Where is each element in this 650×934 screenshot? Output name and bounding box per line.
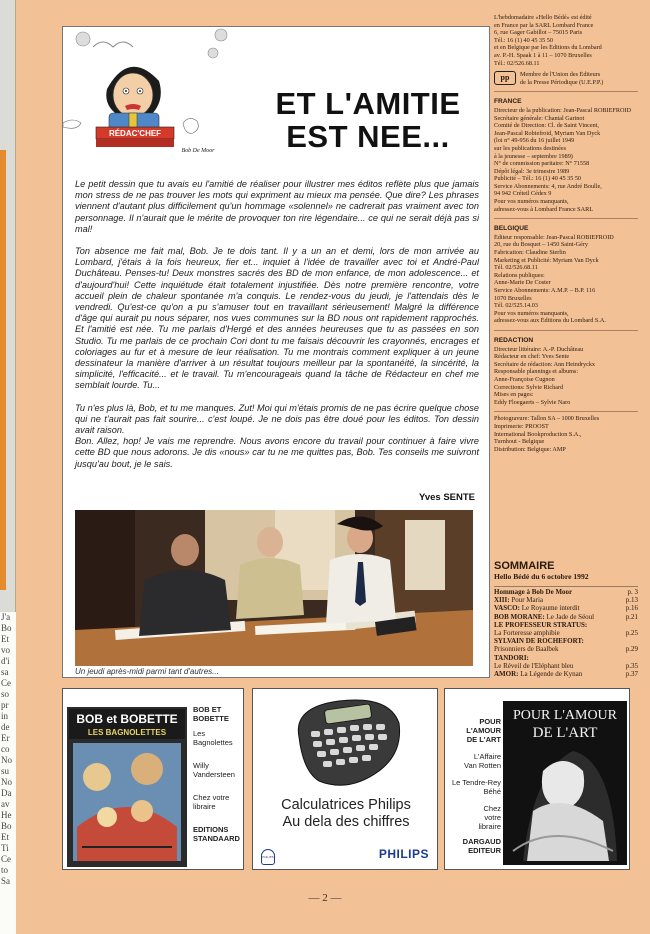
credit-line: adressez-vous aux Éditions du Lombard S.A. bbox=[494, 317, 606, 325]
toc-entry[interactable] bbox=[494, 604, 638, 612]
amour-availability-line: libraire bbox=[478, 822, 501, 831]
editorial-paragraph: Le petit dessin que tu avais eu l'amitié de réaliser pour illustrer mes éditos reflète plus que jamais mon stress de ne pas trouver les mots qui expriment au mieux ma pensée. Que dire? Les phrases viennent d'autant plus difficilement qu'un hommage «solennel» ne cadrerait pas vraiment avec ton personnage. Il n'aurait que le mérite de provoquer ton rire légendaire... ce qui ne serait déjà pas si mal! bbox=[75, 179, 479, 234]
redaction-credits bbox=[494, 346, 638, 407]
credit-line: (loi n° 49-956 du 16 juillet 1949 bbox=[494, 137, 575, 145]
spine-color-strip bbox=[0, 150, 6, 590]
credit-line: sur les publications destinées bbox=[494, 144, 567, 152]
masthead-line: L'hebdomadaire «Hello Bédé» est édité bbox=[494, 14, 592, 21]
bob-album-cover bbox=[67, 707, 187, 867]
masthead-line: Tél.: 02/526.68.11 bbox=[494, 59, 540, 67]
credit-line: Imprimerie: PROOST bbox=[494, 422, 549, 430]
masthead-column bbox=[494, 14, 638, 544]
toc-entry-title: XIII: bbox=[494, 596, 510, 605]
credit-line: 20, rue du Bosquet – 1450 Saint-Géry bbox=[494, 241, 589, 249]
amour-availability-line: Chez bbox=[483, 804, 501, 813]
toc-entry-title: LE PROFESSEUR STRATUS: bbox=[494, 620, 588, 629]
credit-line: Responsable plannings et albums: bbox=[494, 368, 579, 376]
bob-series: BOB ET BOBETTE bbox=[193, 705, 229, 723]
toc-entry-page: p.35 bbox=[625, 661, 638, 670]
credit-line: 94 942 Créteil Cédex 9 bbox=[494, 190, 552, 198]
uepp-line: de la Presse Périodique (U.E.P.P.) bbox=[520, 78, 604, 86]
bob-cover-subtitle: LES BAGNOLETTES bbox=[87, 728, 167, 737]
divider bbox=[494, 411, 638, 412]
divider bbox=[494, 586, 638, 587]
credit-line: Mises en pages: bbox=[494, 391, 534, 399]
editorial-paragraph: Tu n'es plus là, Bob, et tu me manques. Zut! Moi qui m'étais promis de ne pas écrire quelque chose qui ne t'aurait pas fait sourire... c'est loupé. Je ne dois pas être doué pour les éditos. Ton dessin avait raison. bbox=[75, 402, 479, 436]
toc-entry-subtitle: La Légende de Kynan bbox=[520, 670, 583, 679]
toc-entry-subtitle: Prisonniers de Baalbek bbox=[494, 645, 559, 654]
photo-caption: Un jeudi après-midi parmi tant d'autres... bbox=[75, 667, 219, 676]
credit-line: Marketing et Publicité: Myriam Van Dyck bbox=[494, 256, 599, 264]
team-photo bbox=[75, 510, 473, 666]
credit-line: Rédacteur en chef: Yves Sente bbox=[494, 353, 570, 361]
ad-philips-calculators[interactable] bbox=[252, 688, 438, 870]
credit-line: Service Abonnements: A.M.P. – B.P. 116 bbox=[494, 287, 596, 294]
pp-logo: pp bbox=[494, 71, 516, 85]
toc-entry-subtitle: Le Royaume interdit bbox=[521, 604, 580, 613]
toc-entry-title: AMOR: bbox=[494, 670, 519, 679]
editorial-paragraph: Bon. Allez, hop! Je vais me reprendre. Nous avons encore du travail pour continuer à faire vivre cette BD que nous adorons. Je dis «nous» car tu ne me quittes pas, Bob. Tes conseils me suivront jusqu'au bout, je le sais. bbox=[75, 436, 479, 469]
credit-line: International Bookproduction S.A., bbox=[494, 430, 582, 438]
toc-subtitle: Hello Bédé du 6 octobre 1992 bbox=[494, 572, 589, 581]
toc-entry-page: p.16 bbox=[625, 604, 638, 613]
amour-cover-title: DE L'ART bbox=[532, 725, 598, 741]
production-credits bbox=[494, 415, 638, 453]
editorial-headline bbox=[253, 87, 483, 153]
ad-pour-lamour-de-lart[interactable] bbox=[444, 688, 630, 870]
amour-publisher-line: EDITEUR bbox=[468, 846, 501, 855]
credit-line: Distribution: Belgique: AMP bbox=[494, 445, 566, 453]
masthead-line: en France par la SARL Lombard France bbox=[494, 21, 594, 29]
masthead-line: 6, rue Gager Gabillot – 75015 Paris bbox=[494, 29, 583, 37]
headline-line-2: EST NEE... bbox=[286, 119, 450, 154]
toc-entry-page: p. 3 bbox=[627, 588, 638, 596]
amour-availability-line: votre bbox=[484, 813, 501, 822]
previous-page-edge bbox=[0, 0, 16, 934]
credit-line: Éditeur responsable: Jean-Pascal ROBIEFROID bbox=[494, 233, 614, 241]
toc-entry-page: p.13 bbox=[625, 596, 638, 605]
france-credits bbox=[494, 107, 638, 213]
divider bbox=[494, 330, 638, 331]
credit-line: Publicité – Tél.: 16 (1) 40 45 35 50 bbox=[494, 175, 582, 183]
amour-title-line: L'AMOUR bbox=[466, 726, 501, 735]
amour-cover-title: POUR L'AMOUR bbox=[512, 708, 618, 723]
divider bbox=[494, 91, 638, 92]
editorial-block bbox=[62, 26, 490, 678]
toc-entry[interactable] bbox=[494, 613, 638, 621]
credit-line: Relations publiques: bbox=[494, 271, 545, 279]
credit-line: Fabrication: Claudine Sterlin bbox=[494, 249, 566, 257]
credit-line: adressez-vous à Lombard France SARL bbox=[494, 205, 593, 213]
amour-subtitle-line: L'Affaire bbox=[473, 752, 501, 761]
credit-line: Anne-Marie De Coster bbox=[494, 279, 551, 287]
credit-line: à la jeunesse – septembre 1989) bbox=[494, 152, 573, 160]
cartoon-label: RÉDAC'CHEF bbox=[108, 129, 162, 138]
toc-entry[interactable] bbox=[494, 637, 638, 645]
table-of-contents bbox=[494, 560, 638, 678]
amour-author-line: Le Tendre-Rey bbox=[451, 778, 501, 787]
toc-entry-title: BOB MORANE: bbox=[494, 612, 545, 621]
spine-text: J'a Bo Et vo d'i sa Ce so pr in de Er co No su No Da av He Bo Et Ti Ce to Sa bbox=[0, 612, 16, 934]
amour-subtitle-line: Van Rotten bbox=[464, 761, 501, 770]
belgique-credits bbox=[494, 234, 638, 325]
toc-entry[interactable] bbox=[494, 621, 638, 629]
amour-author-line: Béhé bbox=[483, 787, 501, 796]
credit-line: Service Abonnements: 4, rue André Boulle, bbox=[494, 182, 602, 190]
toc-entry-title: Hommage à Bob De Moor bbox=[494, 588, 573, 596]
toc-entry-page: p.21 bbox=[625, 612, 638, 621]
toc-entry[interactable] bbox=[494, 645, 638, 653]
bob-album: Les Bagnolettes bbox=[193, 729, 233, 747]
bob-cover-title: BOB et BOBETTE bbox=[76, 712, 178, 726]
editorial-signature: Yves SENTE bbox=[419, 492, 475, 503]
amour-album-cover bbox=[503, 701, 627, 865]
toc-entry-page: p.29 bbox=[625, 645, 638, 654]
editorial-paragraph: Ton absence me fait mal, Bob. Je te dois tant. Il y a un an et demi, lors de mon arrivée au Lombard, j'étais à la fois heureux, fier et... inquiet à l'idée de travailler avec toi et André-Paul Duchâteau. Penses-tu! Deux monstres sacrés des BD de mon enfance, de mon adolescence... et d'aujourd'hui! Cette inquiétude était totalement injustifiée. Dès notre première rencontre, votre accueil plein de chaleur spontanée m'a conquis. Le rendez-vous du jeudi, je l'attendais dès le vendredi. Qu'est-ce qu'on a pu s'amuser tout en travaillant sérieusement! Malgré la différence d'âge qui aurait pu nous séparer, nos vues communes sur la BD nous ont rapidement rapprochés. Et l'amitié est née. Tu me parlais d'Hergé et des années heureuses que tu as passées en son Studio. Tu me parlais de ce prochain Cori dont tu me faisais découvrir les crayonnés, encrages et coloriages au fur et à mesure de leur réalisation. Tu me montrais comment expliquer à un jeune dessinateur la manière d'arriver à un résultat toujours meilleur par la spontanéité, la sincérité, la simplicité, l'efficacité... et le travail. Tu m'encourageais quand la tâche de Rédacteur en chef me semblait lourde. Tu... bbox=[75, 246, 479, 391]
toc-entry-page: p.25 bbox=[625, 629, 638, 638]
toc-entry[interactable] bbox=[494, 670, 638, 678]
philips-tagline bbox=[253, 797, 439, 831]
calculator-icon bbox=[289, 697, 403, 789]
credit-line: Eddy Floegaerts – Sylvie Naro bbox=[494, 398, 571, 406]
toc-entry-title: VASCO: bbox=[494, 604, 520, 613]
philips-brand: PHILIPS bbox=[378, 847, 429, 861]
credit-line: Comité de Direction: Cl. de Saint Vincent, bbox=[494, 122, 600, 130]
toc-entry-title: TANDORI: bbox=[494, 653, 529, 662]
toc-entry[interactable] bbox=[494, 662, 638, 670]
toc-title: SOMMAIRE bbox=[494, 560, 555, 572]
credit-line: N° de commission paritaire: N° 71558 bbox=[494, 160, 590, 168]
masthead-line: Tél.: 16 (1) 40 45 35 50 bbox=[494, 36, 553, 44]
amour-title-line: DE L'ART bbox=[466, 735, 501, 744]
bob-availability: Chez votre libraire bbox=[193, 793, 230, 811]
credit-line: Corrections: Sylvie Richard bbox=[494, 383, 564, 391]
toc-entry[interactable] bbox=[494, 596, 638, 604]
ad-bob-et-bobette[interactable] bbox=[62, 688, 244, 870]
toc-entry-page: p.37 bbox=[625, 670, 638, 679]
philips-tagline-line: Au dela des chiffres bbox=[282, 814, 410, 830]
amour-publisher-line: DARGAUD bbox=[462, 837, 501, 846]
philips-tagline-line: Calculatrices Philips bbox=[281, 797, 411, 813]
toc-entry-subtitle: La Forteresse amphibie bbox=[494, 629, 560, 638]
toc-entry-subtitle: Le Jade de Séoul bbox=[546, 612, 595, 621]
uepp-block bbox=[494, 71, 638, 86]
toc-entry[interactable] bbox=[494, 629, 638, 637]
credit-line: Photogravure: Tallon SA – 1000 Bruxelles bbox=[494, 415, 600, 423]
toc-entry[interactable] bbox=[494, 588, 638, 596]
toc-entry[interactable] bbox=[494, 654, 638, 662]
philips-shield-icon: PHILIPS bbox=[261, 849, 275, 865]
credit-line: Directeur littéraire: A.-P. Duchâteau bbox=[494, 345, 584, 353]
redaction-heading: REDACTION bbox=[494, 336, 534, 344]
credit-line: Anne-Françoise Cugnon bbox=[494, 375, 555, 383]
headline-line-1: ET L'AMITIE bbox=[275, 86, 461, 121]
credit-line: Directeur de la publication: Jean-Pascal ROBIEFROID bbox=[494, 106, 631, 114]
toc-entry-subtitle: Le Réveil de l'Eléphant bleu bbox=[494, 661, 574, 670]
page-number: — 2 — bbox=[308, 892, 342, 904]
credit-line: Pour vos numéros manquants, bbox=[494, 198, 569, 206]
cartoon-signature: Bob De Moor bbox=[181, 148, 215, 154]
bob-publisher: EDITIONS STANDAARD bbox=[193, 825, 240, 843]
credit-line: Pour vos numéros manquants, bbox=[494, 309, 569, 317]
toc-entry-title: SYLVAIN DE ROCHEFORT: bbox=[494, 637, 584, 646]
credit-line: Dépôt légal: 3e trimestre 1989 bbox=[494, 167, 570, 175]
bob-author: Willy Vandersteen bbox=[193, 761, 235, 779]
editor-cartoon bbox=[63, 27, 233, 157]
bob-ad-text bbox=[193, 705, 243, 843]
amour-ad-text bbox=[449, 717, 501, 855]
france-heading: FRANCE bbox=[494, 98, 522, 106]
credit-line: Jean-Pascal Robiefroid, Myriam Van Dyck bbox=[494, 129, 601, 137]
credit-line: 1070 Bruxelles bbox=[494, 294, 532, 302]
credit-line: Tél. 02/525.14.03 bbox=[494, 302, 538, 310]
credit-line: Tél. 02/526.68.11 bbox=[494, 264, 538, 272]
amour-title-line: POUR bbox=[479, 717, 501, 726]
credit-line: Secrétaire de rédaction: Ann Heindryckx bbox=[494, 360, 596, 368]
credit-line: Turnhout - Belgique bbox=[494, 438, 545, 446]
belgique-heading: BELGIQUE bbox=[494, 225, 529, 233]
credit-line: Secrétaire générale: Chantal Garinot bbox=[494, 114, 585, 122]
toc-entry-subtitle: Pour Maria bbox=[511, 596, 544, 605]
divider bbox=[494, 218, 638, 219]
masthead-intro bbox=[494, 14, 638, 67]
masthead-line: av. P.-H. Spaak 1 à 11 – 1070 Bruxelles bbox=[494, 51, 592, 59]
editorial-body bbox=[75, 179, 479, 481]
uepp-line: Membre de l'Union des Éditeurs bbox=[520, 71, 601, 79]
masthead-line: et en Belgique par les Éditions du Lombard bbox=[494, 44, 602, 52]
